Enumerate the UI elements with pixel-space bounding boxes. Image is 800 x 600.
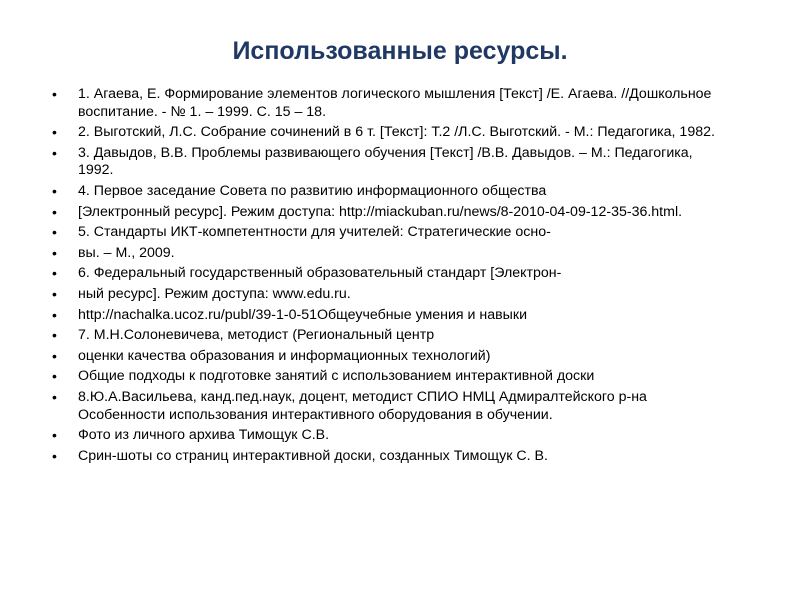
- reference-text: оценки качества образования и информационных технологий): [78, 347, 491, 364]
- reference-text: [Электронный ресурс]. Режим доступа: http://miackuban.ru/news/8-2010-04-09-12-35-36.html.: [78, 203, 683, 220]
- list-item: [52, 368, 760, 386]
- reference-text: Общие подходы к подготовке занятий с использованием интерактивной доски: [78, 368, 595, 385]
- list-item: [52, 447, 760, 466]
- reference-text: 4. Первое заседание Совета по развитию информационного общества: [78, 182, 547, 199]
- reference-text: 7. М.Н.Солоневичева, методист (Региональный центр: [78, 327, 435, 344]
- bullet-icon: •: [52, 144, 57, 161]
- bullet-icon: •: [52, 285, 57, 302]
- bullet-icon: •: [52, 124, 57, 141]
- reference-text: вы. – М., 2009.: [78, 244, 175, 261]
- reference-text: ный ресурс]. Режим доступа: www.edu.ru.: [78, 285, 351, 302]
- list-item: [52, 427, 760, 445]
- bullet-icon: •: [52, 388, 57, 405]
- list-item: [52, 86, 760, 121]
- list-item: [52, 327, 760, 345]
- bullet-icon: •: [52, 203, 57, 220]
- bullet-icon: •: [52, 86, 57, 102]
- bullet-icon: •: [52, 224, 57, 241]
- bullet-icon: •: [52, 447, 57, 464]
- slide-title: Использованные ресурсы.: [232, 37, 568, 65]
- reference-text: http://nachalka.ucoz.ru/publ/39-1-0-51Общеучебные умения и навыки: [78, 306, 528, 323]
- bullet-icon: •: [52, 182, 57, 199]
- list-item: [52, 144, 760, 180]
- list-item: [52, 224, 760, 242]
- list-item: [52, 388, 760, 424]
- bullet-icon: •: [52, 327, 57, 344]
- bullet-icon: •: [52, 347, 57, 364]
- reference-text: 2. Выготский, Л.С. Собрание сочинений в 6 т. [Текст]: Т.2 /Л.С. Выготский. - М.: Педагогика, 1982.: [78, 124, 715, 141]
- reference-text: 1. Агаева, Е. Формирование элементов логического мышления [Текст] /Е. Агаева. //Дошкольное воспитание. - № 1. – 1999. С. 15 – 18.: [78, 86, 712, 120]
- reference-text: 8.Ю.А.Васильева, канд.пед.наук, доцент, методист СПИО НМЦ Адмиралтейского р-на Особенности использования интерактивного оборудования в обучении.: [78, 388, 647, 423]
- list-item: [52, 265, 760, 283]
- bullet-icon: •: [52, 427, 57, 444]
- list-item: [52, 244, 760, 263]
- reference-text: Фото из личного архива Тимощук С.В.: [78, 427, 330, 444]
- list-item: [52, 347, 760, 366]
- list-item: [52, 203, 760, 222]
- bullet-icon: •: [52, 306, 57, 323]
- references-list: [40, 86, 760, 465]
- list-item: [52, 285, 760, 304]
- reference-text: 6. Федеральный государственный образовательный стандарт [Электрон-: [78, 265, 562, 282]
- bullet-icon: •: [52, 368, 57, 385]
- list-item: [52, 306, 760, 325]
- reference-text: 5. Стандарты ИКТ-компетентности для учителей: Стратегические осно-: [78, 224, 551, 241]
- list-item: [52, 124, 760, 142]
- bullet-icon: •: [52, 244, 57, 261]
- bullet-icon: •: [52, 265, 57, 282]
- list-item: [52, 182, 760, 201]
- reference-text: Срин-шоты со страниц интерактивной доски, созданных Тимощук С. В.: [78, 447, 548, 464]
- reference-text: 3. Давыдов, В.В. Проблемы развивающего обучения [Текст] /В.В. Давыдов. – М.: Педагогика, 1992.: [78, 144, 693, 179]
